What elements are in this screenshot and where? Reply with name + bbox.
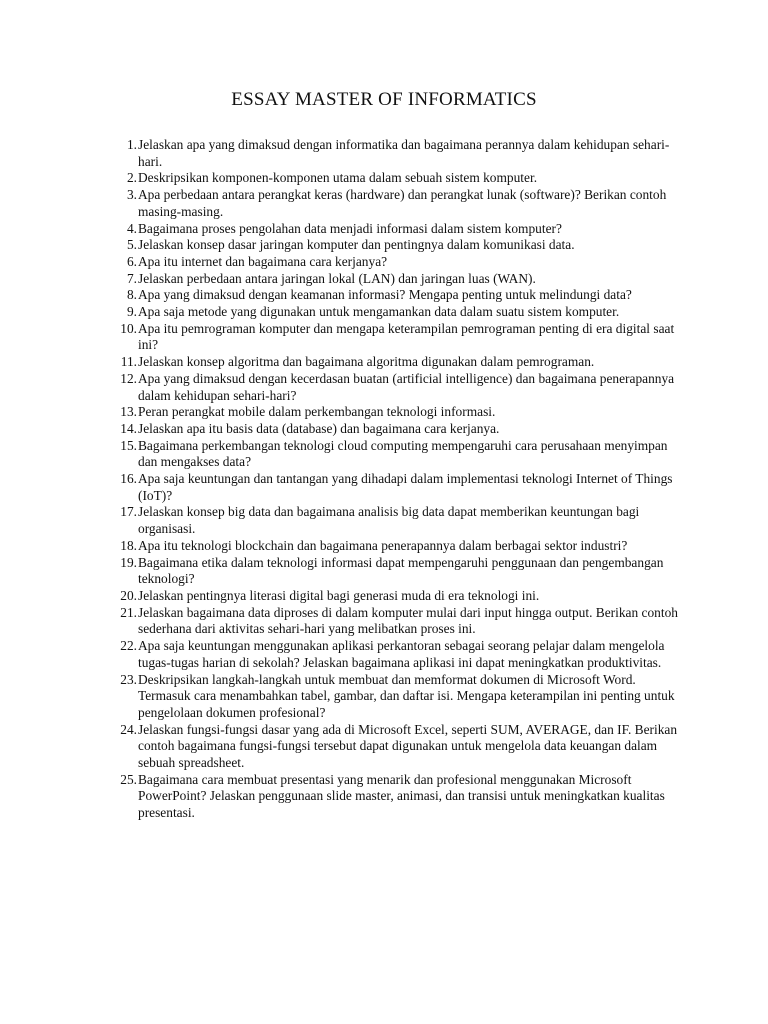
question-text: Apa perbedaan antara perangkat keras (hardware) dan perangkat lunak (software)? Berikan contoh masing-masing. [138,187,667,219]
question-number: 6. [126,253,137,269]
question-number: 1. [126,137,137,152]
question-text: Bagaimana perkembangan teknologi cloud computing mempengaruhi cara perusahaan menyimpan dan mengakses data? [138,437,668,470]
question-text: Jelaskan konsep dasar jaringan komputer dan pentingnya dalam komunikasi data. [138,237,575,253]
question-text: Apa itu teknologi blockchain dan bagaimana penerapannya dalam berbagai sektor industri? [138,537,628,553]
question-text: Apa itu internet dan bagaimana cara kerjanya? [138,253,388,269]
question-item [104,371,684,404]
question-number: 12. [120,370,137,386]
question-number: 20. [120,587,137,603]
question-item [104,237,684,254]
question-item [104,421,684,438]
question-item [104,170,684,187]
question-number: 10. [120,320,137,336]
question-text: Jelaskan pentingnya literasi digital bagi generasi muda di era teknologi ini. [138,587,540,603]
question-number: 2. [126,170,137,186]
question-text: Apa yang dimaksud dengan kecerdasan buatan (artificial intelligence) dan bagaimana penerapannya dalam kehidupan sehari-hari? [138,370,675,403]
question-text: Deskripsikan langkah-langkah untuk membuat dan memformat dokumen di Microsoft Word. Termasuk cara menambahkan tabel, gambar, dan daftar isi. Mengapa keterampilan ini penting untuk pengelolaan dokumen profesional? [138,671,675,720]
question-text: Jelaskan fungsi-fungsi dasar yang ada di Microsoft Excel, seperti SUM, AVERAGE, dan IF. Berikan contoh bagaimana fungsi-fungsi tersebut dapat digunakan untuk mengelola data keuangan dalam sebuah spreadsheet. [138,721,678,771]
question-text: Bagaimana proses pengolahan data menjadi informasi dalam sistem komputer? [138,220,562,236]
question-number: 15. [120,437,137,453]
question-item [104,137,684,170]
question-number: 17. [120,504,137,520]
question-item [104,271,684,288]
question-number: 21. [120,604,137,620]
question-number: 24. [120,721,137,737]
question-number: 7. [126,270,137,286]
question-item [104,321,684,354]
question-item [104,605,684,638]
question-item [104,304,684,321]
question-text: Jelaskan konsep algoritma dan bagaimana algoritma digunakan dalam pemrograman. [138,354,595,370]
question-number: 22. [120,638,137,654]
question-number: 19. [120,554,137,570]
question-text: Apa itu pemrograman komputer dan mengapa keterampilan pemrograman penting di era digital saat ini? [138,320,675,353]
question-text: Jelaskan apa yang dimaksud dengan informatika dan bagaimana perannya dalam kehidupan sehari-hari. [138,137,670,169]
question-text: Peran perangkat mobile dalam perkembangan teknologi informasi. [138,404,496,420]
question-item [104,588,684,605]
question-item [104,287,684,304]
question-item [104,187,684,220]
question-number: 8. [126,287,137,303]
question-text: Bagaimana cara membuat presentasi yang menarik dan profesional menggunakan Microsoft PowerPoint? Jelaskan penggunaan slide master, animasi, dan transisi untuk meningkatkan kualitas presentasi. [138,771,665,821]
question-number: 3. [126,187,137,203]
question-text: Apa saja keuntungan dan tantangan yang dihadapi dalam implementasi teknologi Internet of Things (IoT)? [138,471,673,503]
question-item [104,638,684,671]
question-number: 9. [126,304,137,320]
question-item [104,672,684,722]
question-item [104,221,684,238]
question-text: Jelaskan perbedaan antara jaringan lokal (LAN) dan jaringan luas (WAN). [138,270,536,286]
question-text: Jelaskan konsep big data dan bagaimana analisis big data dapat memberikan keuntungan bagi organisasi. [138,504,640,537]
question-number: 13. [120,404,137,420]
question-text: Jelaskan apa itu basis data (database) dan bagaimana cara kerjanya. [138,420,500,436]
document-title: ESSAY MASTER OF INFORMATICS [231,89,537,110]
question-number: 11. [120,354,137,370]
question-text: Apa saja keuntungan menggunakan aplikasi perkantoran sebagai seorang pelajar dalam mengelola tugas-tugas harian di sekolah? Jelaskan bagaimana aplikasi ini dapat meningkatkan produktivitas. [138,638,665,670]
question-number: 4. [126,220,137,236]
question-list [104,137,684,822]
question-item [104,504,684,537]
question-number: 16. [120,471,137,487]
question-item [104,538,684,555]
question-text: Deskripsikan komponen-komponen utama dalam sebuah sistem komputer. [138,170,538,186]
question-number: 18. [120,537,137,553]
question-text: Apa saja metode yang digunakan untuk mengamankan data dalam suatu sistem komputer. [138,304,620,320]
question-text: Apa yang dimaksud dengan keamanan informasi? Mengapa penting untuk melindungi data? [138,287,632,303]
question-item [104,772,684,822]
question-number: 25. [120,771,137,787]
question-item [104,254,684,271]
question-item [104,555,684,588]
question-item [104,722,684,772]
question-item [104,404,684,421]
question-item [104,438,684,471]
question-number: 23. [120,671,137,687]
question-item [104,471,684,504]
question-number: 14. [120,420,137,436]
question-text: Jelaskan bagaimana data diproses di dalam komputer mulai dari input hingga output. Berikan contoh sederhana dari aktivitas sehari-hari yang melibatkan proses ini. [138,604,678,637]
question-number: 5. [126,237,137,253]
question-text: Bagaimana etika dalam teknologi informasi dapat mempengaruhi penggunaan dan pengembangan teknologi? [138,554,664,587]
question-item [104,354,684,371]
